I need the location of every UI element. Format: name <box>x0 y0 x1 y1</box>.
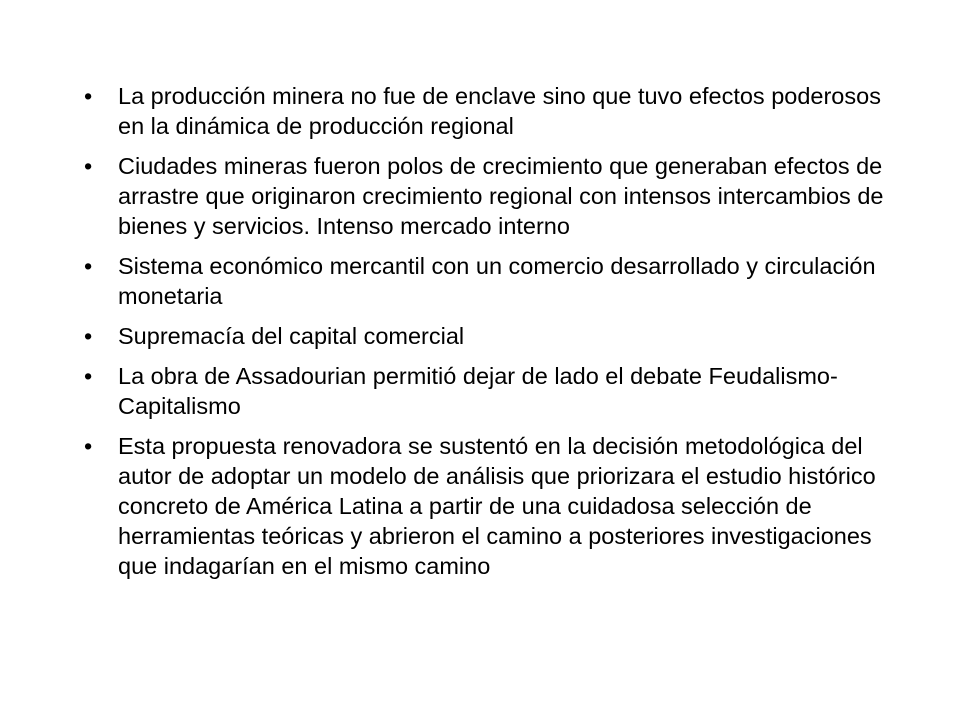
bullet-item <box>84 251 884 311</box>
bullet-text: Sistema económico mercantil con un comercio desarrollado y circulación monetaria <box>118 253 876 309</box>
bullet-text: Supremacía del capital comercial <box>118 323 465 349</box>
bullet-item <box>84 321 884 351</box>
bullet-text: Ciudades mineras fueron polos de crecimiento que generaban efectos de arrastre que originaron crecimiento regional con intensos intercambios de bienes y servicios. Intenso mercado interno <box>118 153 884 239</box>
bullet-icon: • <box>84 433 93 459</box>
bullet-icon: • <box>84 253 93 279</box>
bullet-icon: • <box>84 323 93 349</box>
bullet-icon: • <box>84 153 93 179</box>
bullet-text: La producción minera no fue de enclave sino que tuvo efectos poderosos en la dinámica de producción regional <box>118 83 881 139</box>
bullet-text: La obra de Assadourian permitió dejar de lado el debate Feudalismo-Capitalismo <box>118 363 838 419</box>
bullet-item <box>84 81 884 141</box>
bullet-item <box>84 431 884 581</box>
bullet-item <box>84 151 884 241</box>
bullet-text: Esta propuesta renovadora se sustentó en la decisión metodológica del autor de adoptar un modelo de análisis que priorizara el estudio histórico concreto de América Latina a partir de una cuidadosa selección de herramientas teóricas y abrieron el camino a posteriores investigaciones que indagarían en el mismo camino <box>118 433 876 579</box>
bullet-item <box>84 361 884 421</box>
bullet-icon: • <box>84 363 93 389</box>
bullet-icon: • <box>84 83 93 109</box>
bullet-list <box>84 81 884 591</box>
